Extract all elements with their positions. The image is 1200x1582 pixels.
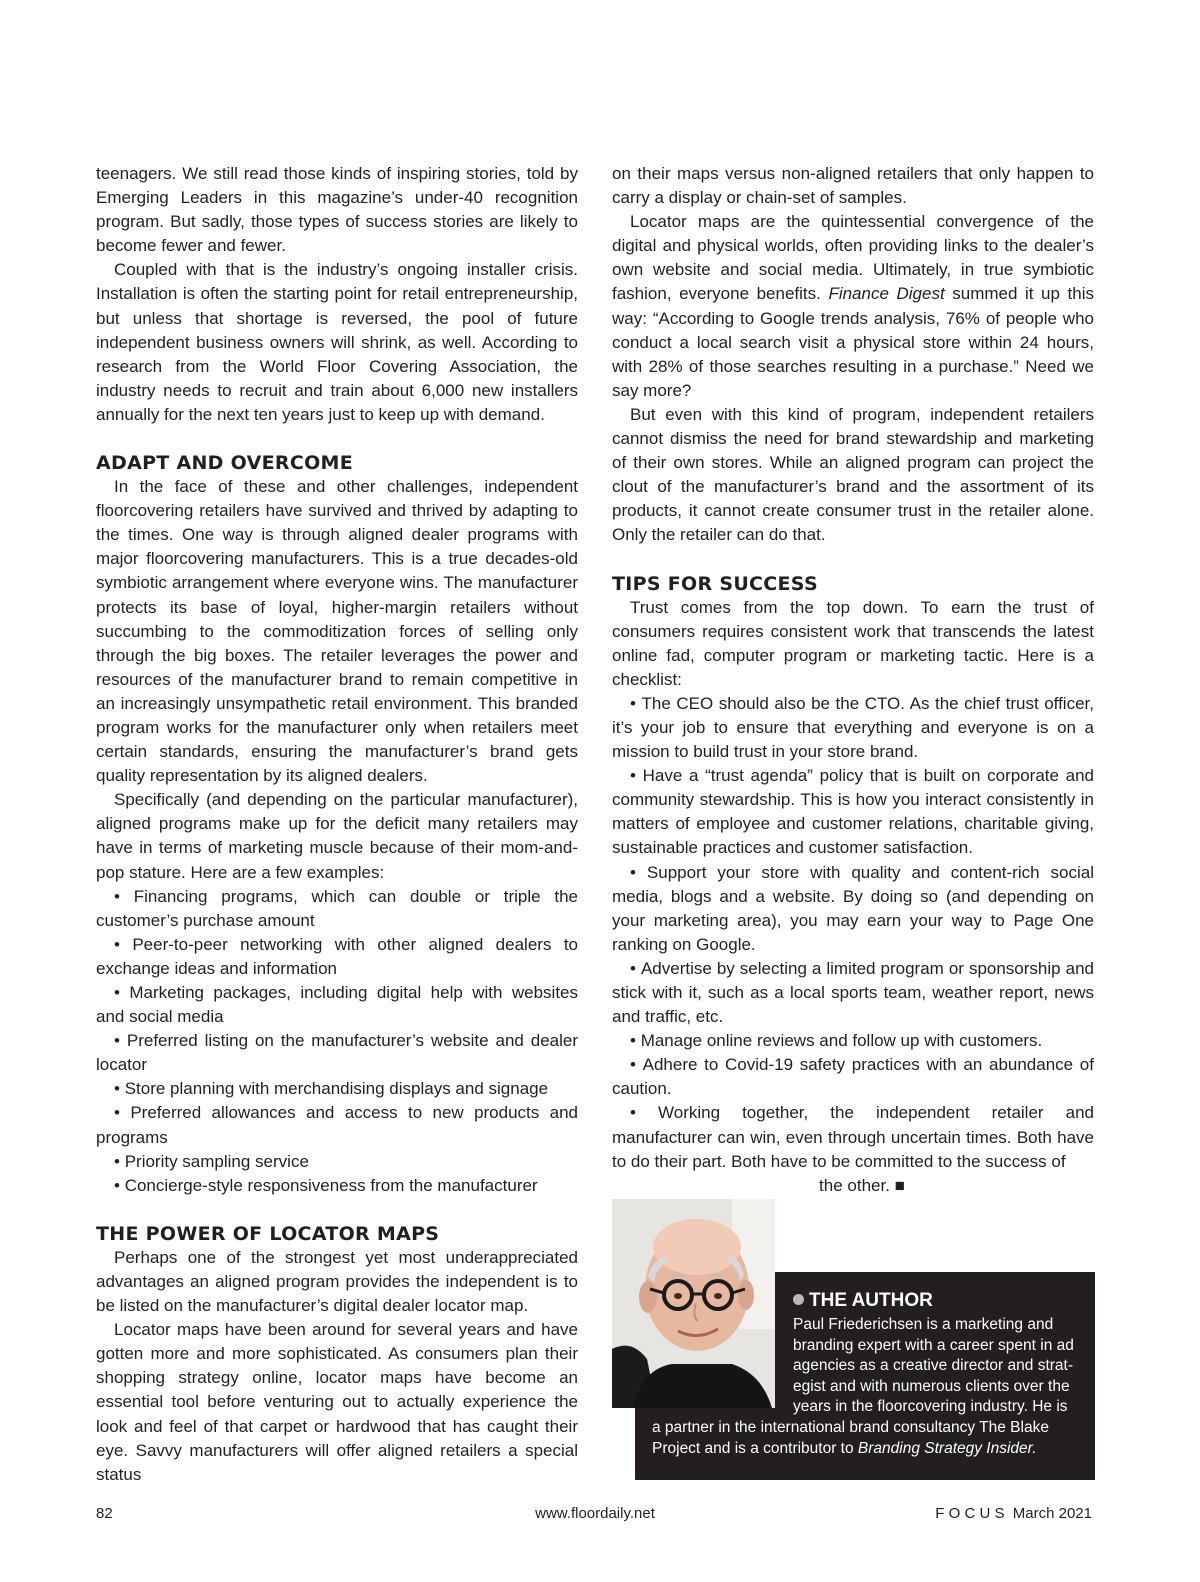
section-heading-locator: THE POWER OF LOCATOR MAPS (96, 1222, 440, 1245)
list-item: • Concierge-style responsiveness from the manufacturer (96, 1174, 578, 1198)
text-run: Project and is a contributor to (652, 1439, 858, 1457)
list-item: • The CEO should also be the CTO. As the chief trust officer, it’s your job to ensure that everything and everyone is on a mission to build trust in your store brand. (612, 692, 1094, 764)
paragraph: Perhaps one of the strongest yet most underappreciated advantages an aligned program provides the independent is to be listed on the manufacturer’s digital dealer locator map. (96, 1247, 578, 1316)
footer-url: www.floordaily.net (535, 1505, 655, 1522)
examples-list (96, 885, 578, 1198)
bio-line: years in the floorcovering industry. He is (793, 1398, 1068, 1415)
text-run: summed it up this way: “According to Google trends analysis, 76% of people who conduct a local search visit a physical store within 24 hours, with 28% of those searches resulting in a purchase.” Need we say more? (612, 284, 1094, 400)
footer-issue: F O C U S March 2021 (935, 1505, 1092, 1522)
publication-name: Finance Digest (828, 284, 945, 304)
author-bio-short (793, 1315, 1079, 1418)
section-heading-tips: TIPS FOR SUCCESS (612, 572, 818, 595)
publication-name: Branding Strategy Insider. (857, 1439, 1037, 1457)
list-item: • Priority sampling service (96, 1150, 578, 1174)
list-item: • Marketing packages, including digital help with websites and social media (96, 981, 578, 1029)
paragraph: teenagers. We still read those kinds of inspiring stories, told by Emerging Leaders in this magazine’s under-40 recognition program. But sadly, those types of success stories are likely to become fewer and fewer. (96, 164, 578, 256)
paragraph: Specifically (and depending on the particular manufacturer), aligned programs make up for the deficit many retailers may have in terms of marketing muscle because of their mom-and-pop stature. Here are a few examples: (96, 790, 578, 882)
author-photo (612, 1199, 775, 1408)
list-item: • Preferred listing on the manufacturer’s website and dealer locator (96, 1029, 578, 1077)
paragraph: In the face of these and other challenges, independent floorcovering retailers have survived and thrived by adapting to the times. One way is through aligned dealer programs with major floorcovering manufacturers. This is a true decades-old symbiotic arrangement where everyone wins. The manufacturer protects its base of loyal, higher-margin retailers without succumbing to the commoditization forces of selling only through the big boxes. The retailer leverages the power and resources of the manufacturer brand to remain competitive in an increasingly unsympathetic retail environment. This branded program works for the manufacturer only when retailers meet certain standards, ensuring the manufacturer’s brand gets quality representation by its aligned dealers. (96, 477, 578, 786)
list-item: • Have a “trust agenda” policy that is built on corporate and community stewardship. This is how you interact consistently in matters of employee and customer relations, charitable giving, sustainable practices and customer satisfaction. (612, 764, 1094, 860)
paragraph: Coupled with that is the industry’s ongoing installer crisis. Installation is often the starting point for retail entrepreneurship, but unless that shortage is reversed, the pool of future independent business owners will shrink, as well. According to research from the World Floor Covering Association, the industry needs to recruit and train about 6,000 new installers annually for the next ten years just to keep up with demand. (96, 260, 578, 424)
list-item: • Peer-to-peer networking with other aligned dealers to exchange ideas and information (96, 933, 578, 981)
bio-line: a partner in the international brand consultancy The Blake (652, 1419, 1049, 1436)
bio-line (652, 1439, 1079, 1460)
list-item: • Support your store with quality and content-rich social media, blogs and a website. By doing so (and depending on your marketing area), you may earn your way to Page One ranking on Google. (612, 861, 1094, 957)
text-run: Locator maps are the quintessential convergence of the digital and physical worlds, often providing links to the dealer’s own website and social media. Ultimately, in true symbiotic fashion, everyone benefits. (612, 212, 1094, 304)
list-item: • Preferred allowances and access to new products and programs (96, 1101, 578, 1149)
page-number: 82 (96, 1505, 113, 1522)
section-heading-adapt: ADAPT AND OVERCOME (96, 452, 354, 475)
list-item: • Manage online reviews and follow up with customers. (612, 1029, 1094, 1053)
bullet-dot-icon (793, 1294, 804, 1305)
paragraph: Locator maps have been around for several years and have gotten more and more sophisticated. As consumers plan their shopping strategy online, locator maps have become an essential tool before venturing out to actually experience the look and feel of that carpet or hardwood that has caught their eye. Savvy manufacturers will offer aligned retailers a special status (96, 1320, 578, 1484)
list-item: • Working together, the independent retailer and manufacturer can win, even through uncertain times. Both have to do their part. Both have to be committed to the success of (612, 1101, 1094, 1173)
author-portrait-image (612, 1199, 775, 1408)
left-column (96, 162, 578, 1487)
right-column (612, 162, 1094, 1198)
paragraph: Trust comes from the top down. To earn the trust of consumers requires consistent work that transcends the latest online fad, computer program or marketing tactic. Here is a checklist: (612, 597, 1094, 689)
tips-list (612, 692, 1094, 1174)
bio-line: Paul Friederichsen is a marketing and (793, 1316, 1054, 1333)
list-item: • Financing programs, which can double or triple the customer’s purchase amount (96, 885, 578, 933)
bio-line: branding expert with a career spent in ad (793, 1336, 1074, 1354)
list-item: • Adhere to Covid-19 safety practices with an abundance of caution. (612, 1053, 1094, 1101)
bio-line: egist and with numerous clients over the (793, 1377, 1070, 1395)
paragraph: But even with this kind of program, independent retailers cannot dismiss the need for brand stewardship and marketing of their own stores. While an aligned program can project the clout of the manufacturer’s brand and the assortment of its products, it cannot create consumer trust in the retailer alone. Only the retailer can do that. (612, 404, 1094, 545)
closing-line: the other. ■ (819, 1175, 905, 1195)
paragraph (612, 210, 1094, 403)
bio-line: agencies as a creative director and strat- (793, 1357, 1073, 1374)
author-heading-text: THE AUTHOR (809, 1290, 933, 1311)
list-item: • Advertise by selecting a limited program or sponsorship and stick with it, such as a local sports team, weather report, news and traffic, etc. (612, 957, 1094, 1029)
author-heading (793, 1290, 933, 1312)
list-item: • Store planning with merchandising displays and signage (96, 1077, 578, 1101)
author-bio-full (652, 1418, 1079, 1459)
paragraph: on their maps versus non-aligned retailers that only happen to carry a display or chain-set of samples. (612, 164, 1094, 208)
